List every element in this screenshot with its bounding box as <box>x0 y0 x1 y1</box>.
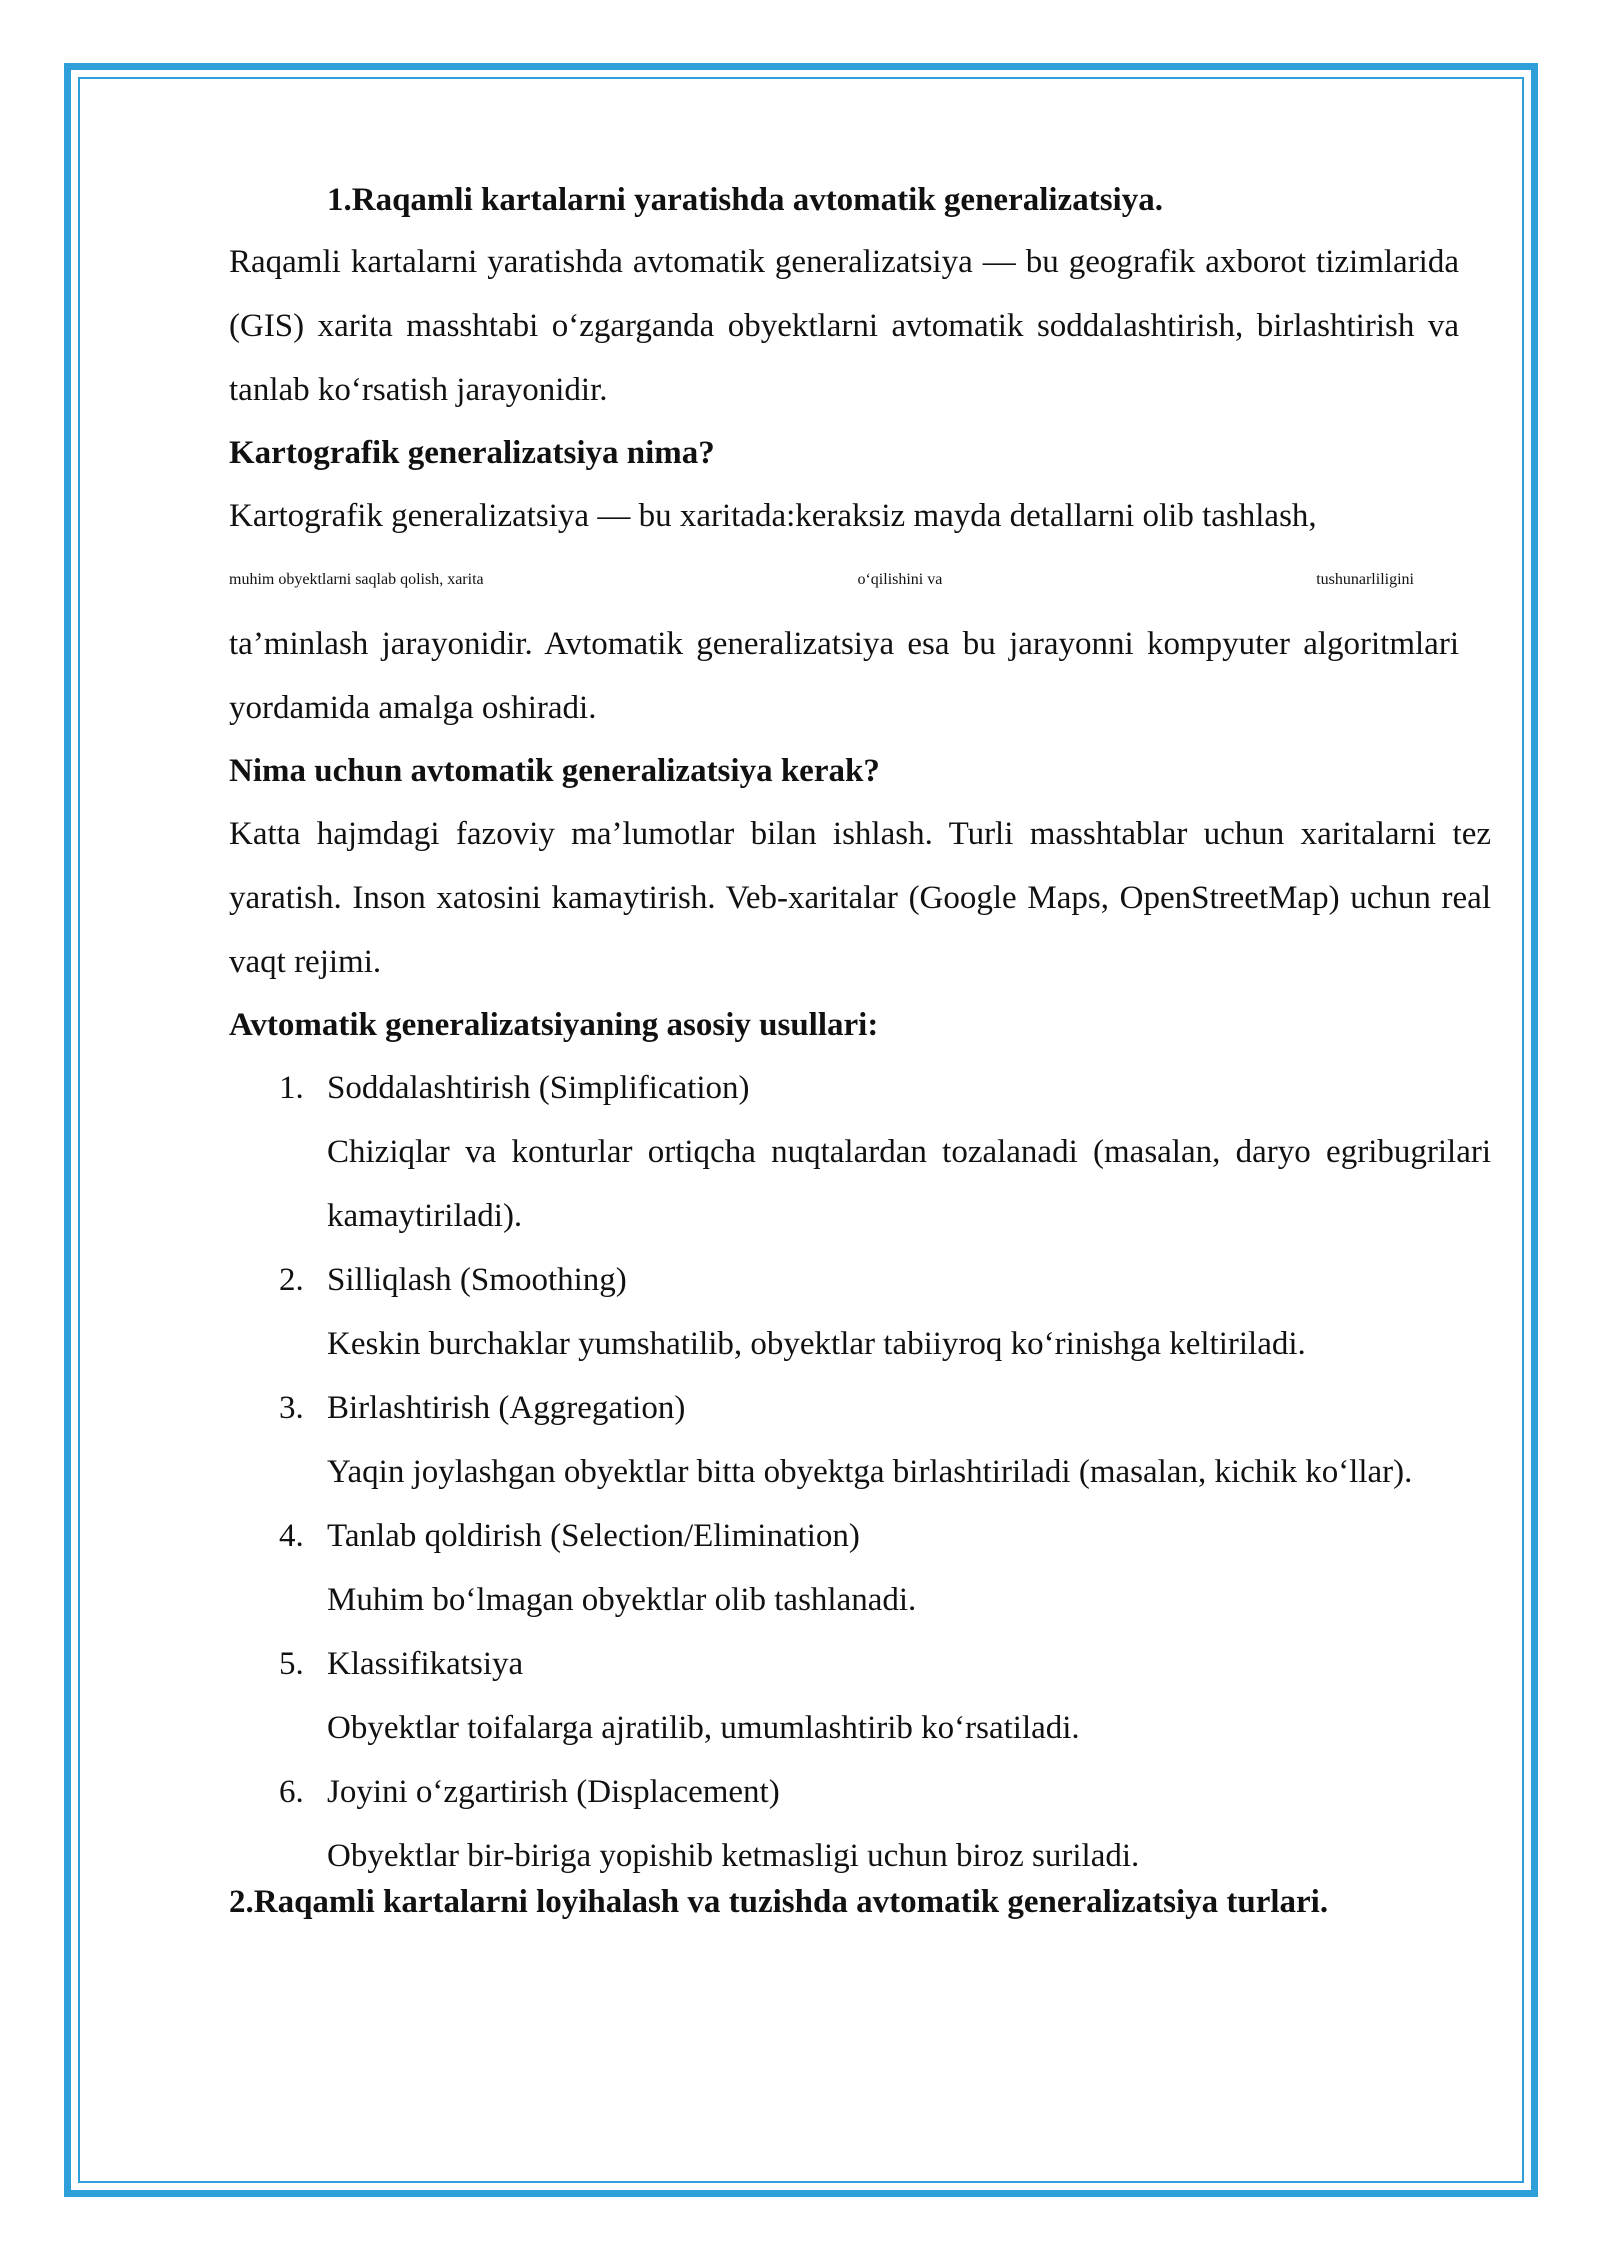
list-item-description: Chiziqlar va konturlar ortiqcha nuqtalardan tozalanadi (masalan, daryo egribugrilari kamaytiriladi). <box>327 1134 1491 1234</box>
list-item <box>229 1056 1491 1248</box>
what-is-line1: Kartografik generalizatsiya — bu xaritada:keraksiz mayda detallarni olib tashlash, <box>229 498 1317 534</box>
list-item-title: Birlashtirish (Aggregation) <box>327 1390 686 1426</box>
list-item-description: Yaqin joylashgan obyektlar bitta obyektga birlashtiriladi (masalan, kichik ko‘llar). <box>327 1454 1413 1490</box>
list-item-number: 2. <box>279 1262 304 1298</box>
list-item-number: 5. <box>279 1646 304 1682</box>
list-item-title: Silliqlash (Smoothing) <box>327 1262 627 1298</box>
list-item-description: Obyektlar toifalarga ajratilib, umumlashtirib ko‘rsatiladi. <box>327 1710 1080 1746</box>
section2-title: 2.Raqamli kartalarni loyihalash va tuzishda avtomatik generalizatsiya turlari. <box>229 1884 1329 1920</box>
list-item-number: 4. <box>279 1518 304 1554</box>
list-item-title: Soddalashtirish (Simplification) <box>327 1070 750 1106</box>
section1-intro: Raqamli kartalarni yaratishda avtomatik generalizatsiya — bu geografik axborot tizimlarida (GIS) xarita masshtabi o‘zgarganda obyektlarni avtomatik soddalashtirish, birlashtirish va tanlab ko‘rsatish jarayonidir. <box>229 244 1459 408</box>
methods-list <box>229 1056 1491 1888</box>
list-item <box>229 1760 1491 1888</box>
list-item-number: 6. <box>279 1774 304 1810</box>
list-item-title: Tanlab qoldirish (Selection/Elimination) <box>327 1518 860 1554</box>
why-heading: Nima uchun avtomatik generalizatsiya kerak? <box>229 753 880 789</box>
list-item <box>229 1504 1491 1632</box>
what-is-heading: Kartografik generalizatsiya nima? <box>229 435 715 471</box>
why-text: Katta hajmdagi fazoviy ma’lumotlar bilan ishlash. Turli masshtablar uchun xaritalarni tez yaratish. Inson xatosini kamaytirish. Veb-xaritalar (Google Maps, OpenStreetMap) uchun real vaqt rejimi. <box>229 816 1491 980</box>
what-is-rest: ta’minlash jarayonidir. Avtomatik generalizatsiya esa bu jarayonni kompyuter algoritmlari yordamida amalga oshiradi. <box>229 626 1459 726</box>
list-item <box>229 1248 1491 1376</box>
list-item-description: Muhim bo‘lmagan obyektlar olib tashlanadi. <box>327 1582 917 1618</box>
what-is-line2-part3: tushunarliligini <box>1316 571 1414 588</box>
section1-title: 1.Raqamli kartalarni yaratishda avtomatik generalizatsiya. <box>327 182 1163 218</box>
list-item-description: Obyektlar bir-biriga yopishib ketmasligi uchun biroz suriladi. <box>327 1838 1140 1874</box>
methods-heading: Avtomatik generalizatsiyaning asosiy usullari: <box>229 1007 879 1043</box>
document-body <box>229 170 1491 1926</box>
list-item <box>229 1632 1491 1760</box>
list-item-description: Keskin burchaklar yumshatilib, obyektlar tabiiyroq ko‘rinishga keltiriladi. <box>327 1326 1306 1362</box>
list-item-title: Joyini o‘zgartirish (Displacement) <box>327 1774 780 1810</box>
what-is-line2-part1: muhim obyektlarni saqlab qolish, xarita <box>229 571 484 588</box>
what-is-line2-part2: o‘qilishini va <box>857 571 943 588</box>
list-item <box>229 1376 1491 1504</box>
list-item-number: 1. <box>279 1070 304 1106</box>
list-item-number: 3. <box>279 1390 304 1426</box>
list-item-title: Klassifikatsiya <box>327 1646 524 1682</box>
what-is-line2 <box>229 548 1414 612</box>
